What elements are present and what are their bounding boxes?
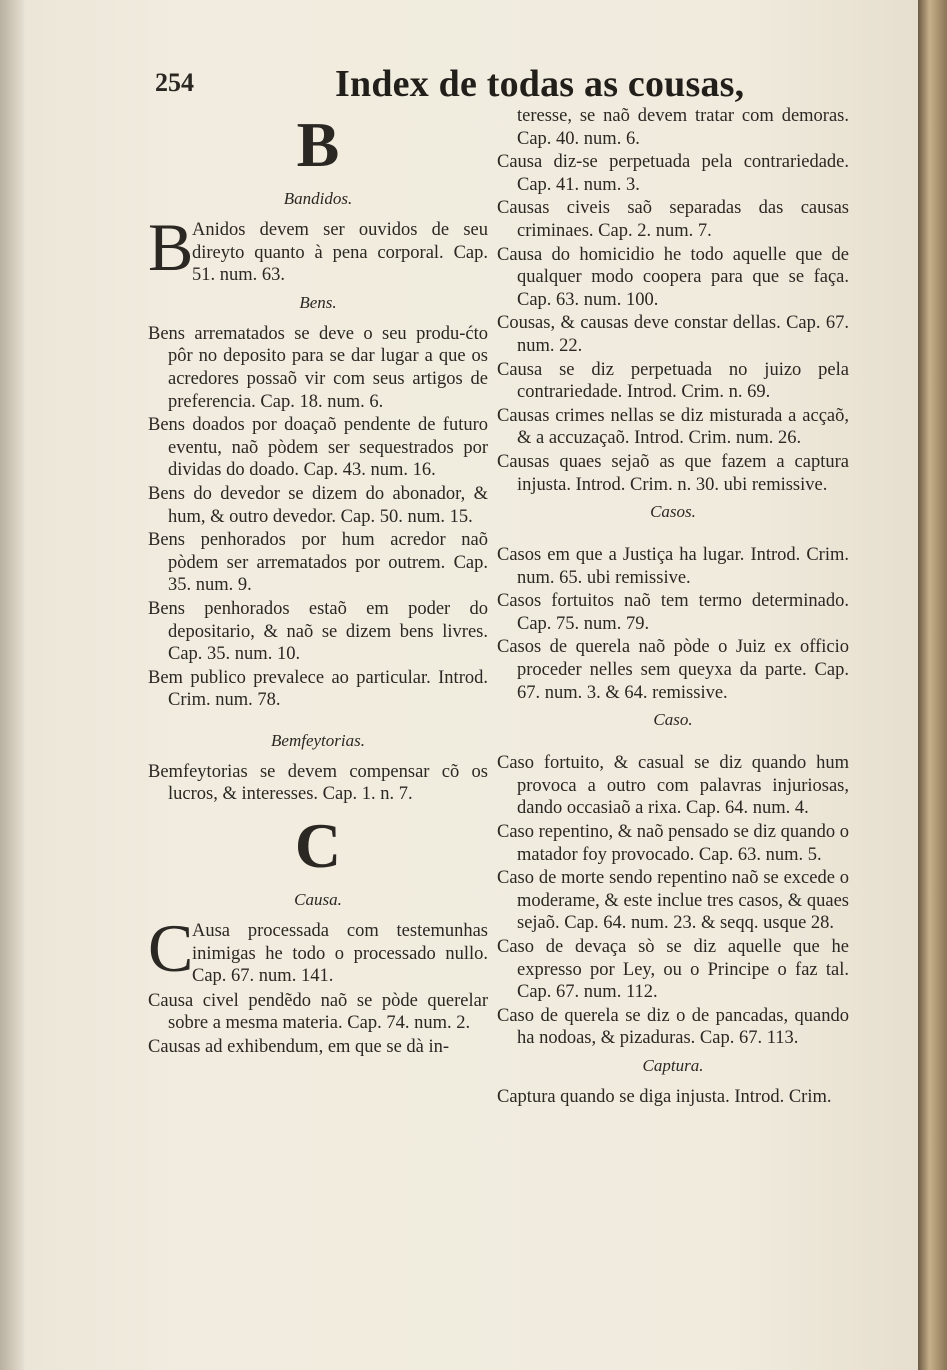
section-heading-causa: Causa. [294, 890, 342, 910]
entry-text: Ausa processada com testemunhas inimigas he todo o processado nullo. Cap. 67. num. 141. [192, 921, 488, 987]
section-heading-casos: Casos. [650, 502, 696, 522]
index-entry [148, 910, 488, 988]
section-heading-bandidos: Bandidos. [283, 189, 353, 208]
section-letter-b: B [296, 109, 340, 180]
index-entry: Causa se diz perpetuada no juizo pela contrariedade. Introd. Crim. n. 69. [497, 359, 849, 403]
section-heading-bens: Bens. [299, 292, 337, 312]
index-entry: Bem publico prevalece ao particular. Introd. Crim. num. 78. [148, 667, 488, 711]
section-letter-c: C [294, 810, 342, 882]
index-entry: Bens arrematados se deve o seu produ-ćto pôr no deposito para se dar lugar a que os acredores possaõ vir com seus artigos de preferencia. Cap. 18. num. 6. [148, 323, 488, 412]
drop-cap-b: B [148, 209, 194, 285]
page-title: Index de todas as cousas, [335, 63, 745, 105]
section-heading-caso: Caso. [653, 710, 693, 730]
index-entry: Caso fortuito, & casual se diz quando hum provoca a outro com palavras injuriosas, dando occasiaõ a rixa. Cap. 64. num. 4. [497, 753, 849, 819]
book-edge [918, 0, 947, 1370]
section-heading-captura: Captura. [642, 1055, 704, 1075]
index-entry: Causas ad exhibendum, em que se dà in- [148, 1037, 450, 1058]
index-entry: Causas crimes nellas se diz misturada a acçaõ, & a accuzaçaõ. Introd. Crim. num. 26. [497, 405, 849, 449]
index-entry: Casos fortuitos naõ tem termo determinado. Cap. 75. num. 79. [497, 591, 849, 634]
page-number: 254 [155, 68, 194, 97]
index-entry: Casos em que a Justiça ha lugar. Introd. Crim. num. 65. ubi remissive. [497, 545, 849, 588]
index-entry: Causas quaes sejaõ as que fazem a captura injusta. Introd. Crim. n. 30. ubi remissive. [497, 451, 849, 495]
index-entry: Casos de querela naõ pòde o Juiz ex officio proceder nelles sem queyxa da parte. Cap. 67. num. 3. & 64. remissive. [497, 637, 849, 703]
index-entry: Caso de morte sendo repentino naõ se excede o moderame, & este inclue tres casos, & quaes sejaõ. Cap. 64. num. 23. & seqq. usque 28. [497, 868, 849, 934]
page-header [155, 62, 855, 106]
entry-continuation: teresse, se naõ devem tratar com demoras. Cap. 40. num. 6. [517, 106, 849, 149]
index-entry: Bens penhorados estaõ em poder do depositario, & naõ se dizem bens livres. Cap. 35. num. 10. [148, 598, 488, 665]
index-entry [148, 209, 488, 287]
drop-cap-c: C [148, 910, 194, 987]
index-entry: Bemfeytorias se devem compensar cõ os lucros, & interesses. Cap. 1. n. 7. [148, 761, 488, 805]
right-column [497, 105, 849, 1110]
index-entry: Caso repentino, & naõ pensado se diz quando o matador foy provocado. Cap. 63. num. 5. [497, 822, 849, 865]
index-entry: Cousas, & causas deve constar dellas. Cap. 67. num. 22. [497, 313, 849, 356]
index-entry: Causa do homicidio he todo aquelle que de qualquer modo coopera para que se faça. Cap. 63. num. 100. [497, 244, 849, 310]
section-heading-bemfeytorias: Bemfeytorias. [271, 730, 365, 750]
index-entry: Caso de querela se diz o de pancadas, quando ha nodoas, & pizaduras. Cap. 67. 113. [497, 1005, 849, 1049]
bens-list [148, 323, 488, 712]
index-entry: Causa diz-se perpetuada pela contrariedade. Cap. 41. num. 3. [497, 152, 849, 195]
entry-text: Anidos devem ser ouvidos de seu direyto quanto à pena corporal. Cap. 51. num. 63. [192, 220, 488, 286]
index-entry: Bens penhorados por hum acredor naõ pòdem ser arrematados por outrem. Cap. 35. num. 9. [148, 530, 488, 596]
index-entry: Causa civel pendẽdo naõ se pòde querelar sobre a mesma materia. Cap. 74. num. 2. [148, 990, 488, 1034]
index-entry: Bens doados por doaçaõ pendente de futuro eventu, naõ pòdem ser sequestrados por dividas do doado. Cap. 43. num. 16. [148, 415, 488, 481]
index-entry: Captura quando se diga injusta. Introd. Crim. [497, 1086, 832, 1107]
left-column [148, 105, 488, 1060]
index-entry: Caso de devaça sò se diz aquelle que he expresso por Ley, ou o Principe o faz tal. Cap. 67. num. 112. [497, 937, 849, 1003]
index-entry: Bens do devedor se dizem do abonador, & hum, & outro devedor. Cap. 50. num. 15. [148, 483, 488, 527]
index-entry: Causas civeis saõ separadas das causas criminaes. Cap. 2. num. 7. [497, 198, 849, 241]
